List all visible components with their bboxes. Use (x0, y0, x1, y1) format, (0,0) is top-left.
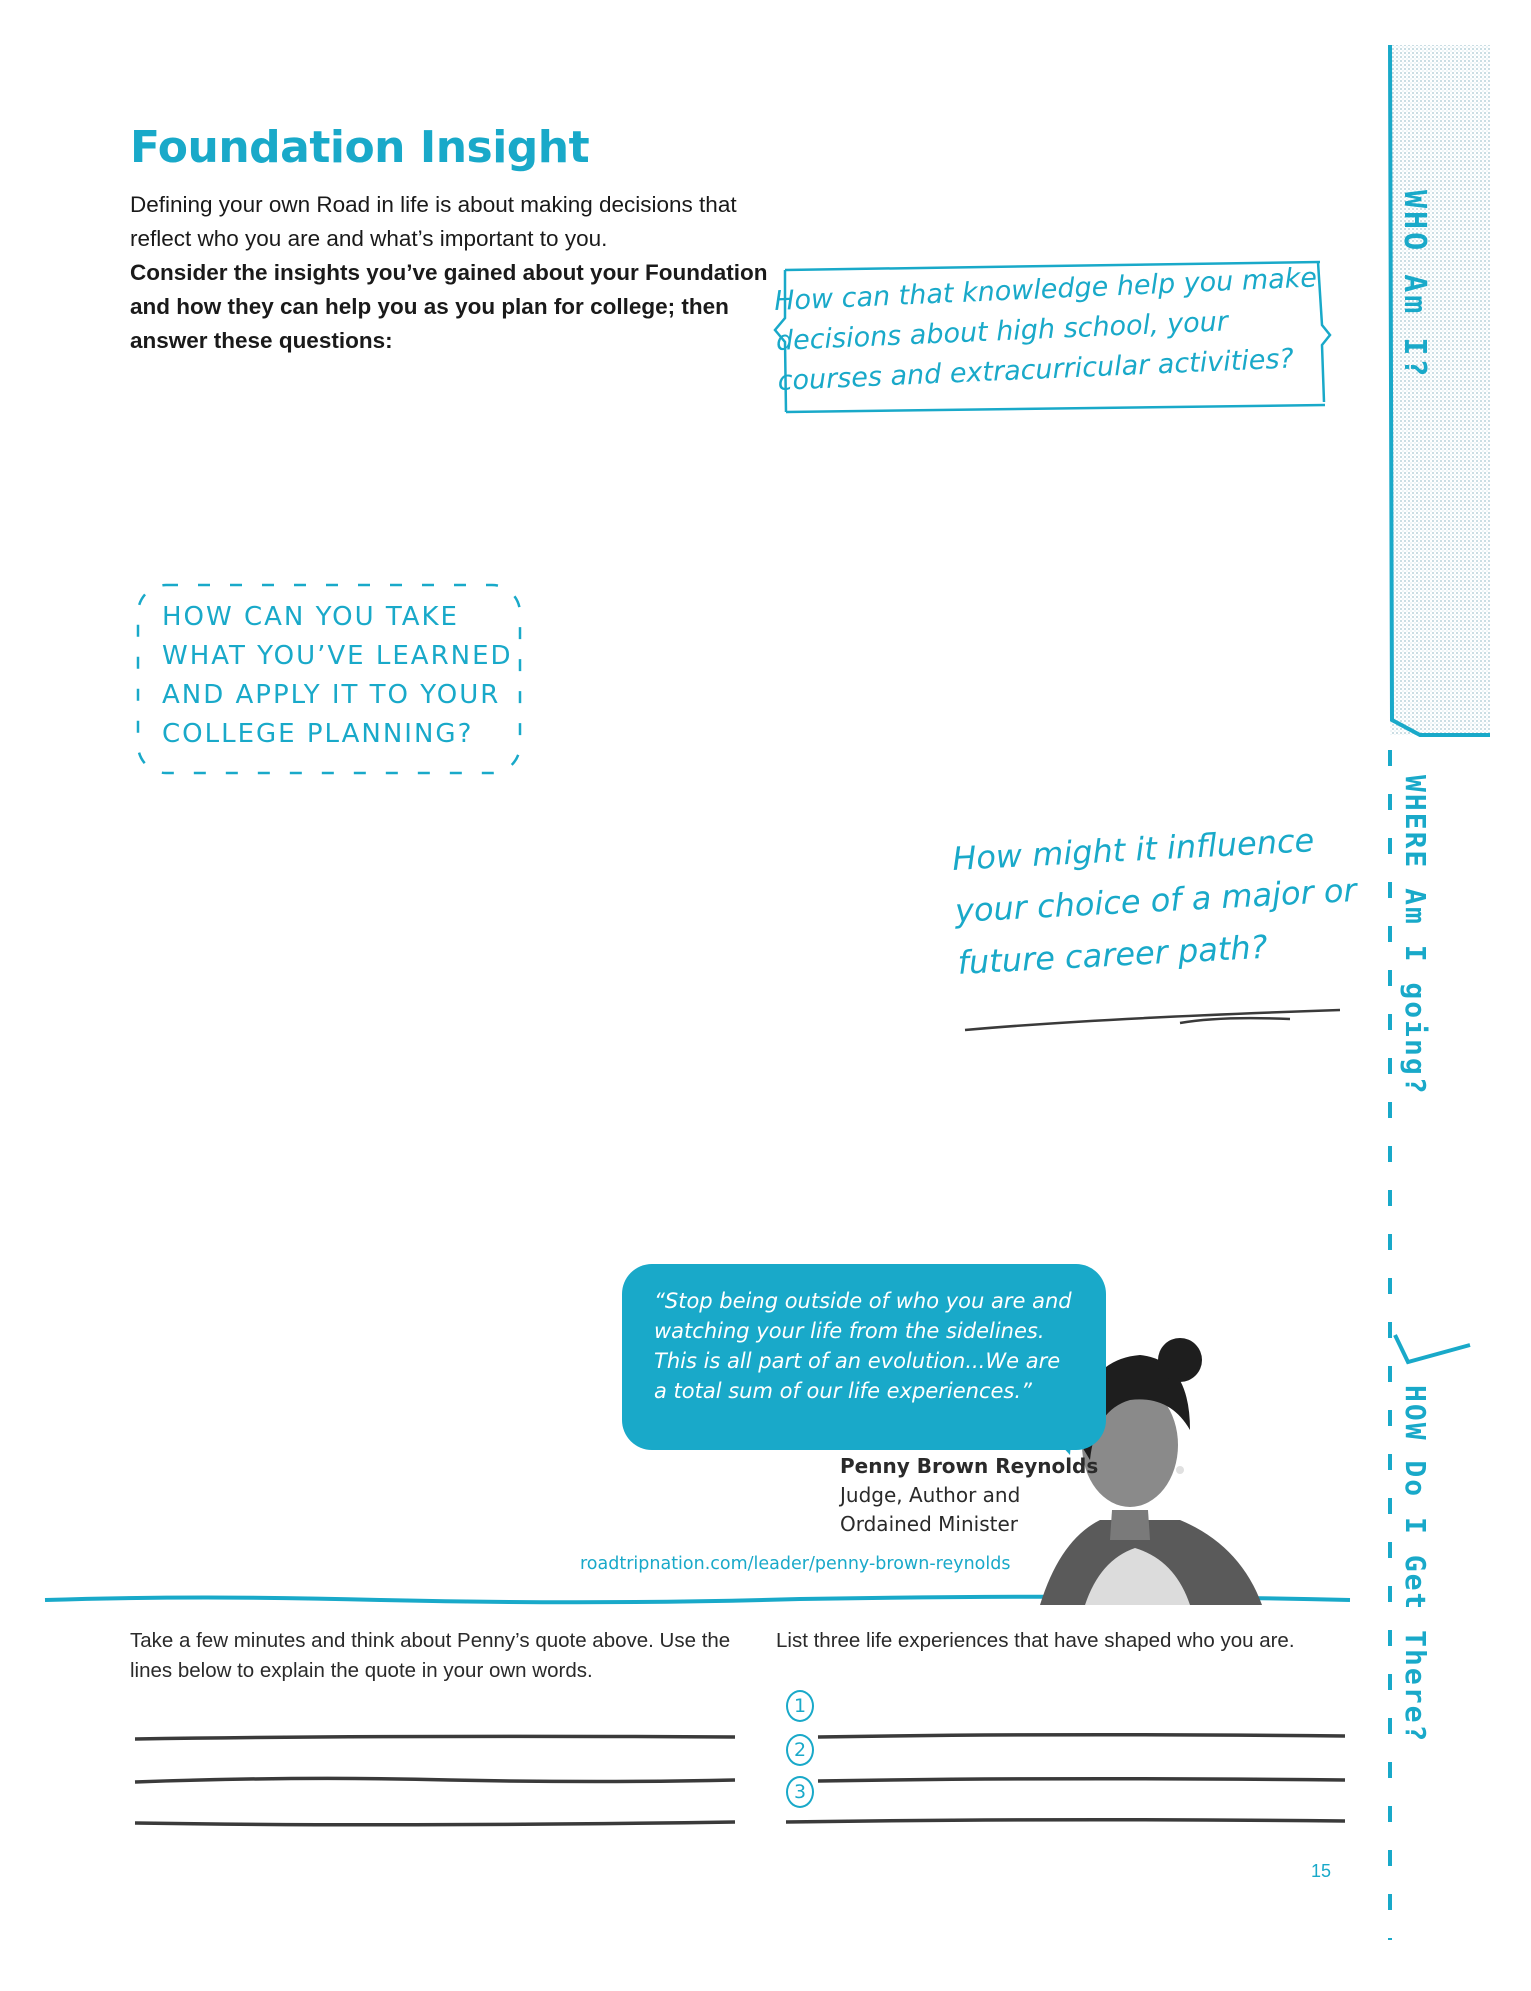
speaker-name: Penny Brown Reynolds (840, 1454, 1099, 1478)
list-number-2: 2 (786, 1734, 814, 1766)
side-tab-where-am-i-going[interactable]: WHERE Am I going? (1399, 775, 1432, 1096)
list-number-1: 1 (786, 1690, 814, 1722)
intro-paragraph (130, 188, 770, 358)
handwritten-question-1 (773, 262, 1336, 402)
quote-text: “Stop being outside of who you are and watching your life from the sidelines. This is all part of an evolution...We are a total sum of our life experiences.” (654, 1289, 1072, 1403)
right-answer-lines (786, 1735, 1345, 1822)
side-tab-who-am-i[interactable]: WHO Am I? (1397, 190, 1432, 380)
right-activity-prompt: List three life experiences that have shaped who you are. (776, 1629, 1295, 1652)
leader-url-link[interactable]: roadtripnation.com/leader/penny-brown-reynolds (580, 1554, 1011, 1574)
quote-bubble (622, 1264, 1106, 1450)
left-answer-lines (135, 1736, 735, 1824)
question-1-text: How can that knowledge help you make decisions about high school, your courses and extracurricular activities? (773, 262, 1318, 397)
intro-bold-text: Consider the insights you’ve gained about your Foundation and how they can help you as you plan for college; then answer these questions: (130, 260, 768, 353)
side-tab-how-do-i-get-there[interactable]: HOW Do I Get There? (1399, 1385, 1432, 1744)
question-3-text: How might it influence your choice of a major or future career path? (951, 821, 1358, 982)
speaker-info (840, 1452, 1098, 1539)
speaker-title-line-1: Judge, Author and (840, 1483, 1021, 1507)
handwritten-question-3 (951, 821, 1375, 989)
speaker-title-line-2: Ordained Minister (840, 1512, 1018, 1536)
page-number: 15 (1311, 1861, 1332, 1881)
list-number-3: 3 (786, 1776, 814, 1808)
intro-regular-text: Defining your own Road in life is about making decisions that reflect who you are and what’s important to you. (130, 192, 737, 251)
page-title: Foundation Insight (130, 122, 590, 173)
left-activity-prompt: Take a few minutes and think about Penny’s quote above. Use the lines below to explain the quote in your own words. (130, 1629, 731, 1682)
q3-underline (965, 1010, 1340, 1030)
handwritten-question-2: HOW CAN YOU TAKE WHAT YOU’VE LEARNED AND APPLY IT TO YOUR COLLEGE PLANNING? (162, 602, 513, 749)
